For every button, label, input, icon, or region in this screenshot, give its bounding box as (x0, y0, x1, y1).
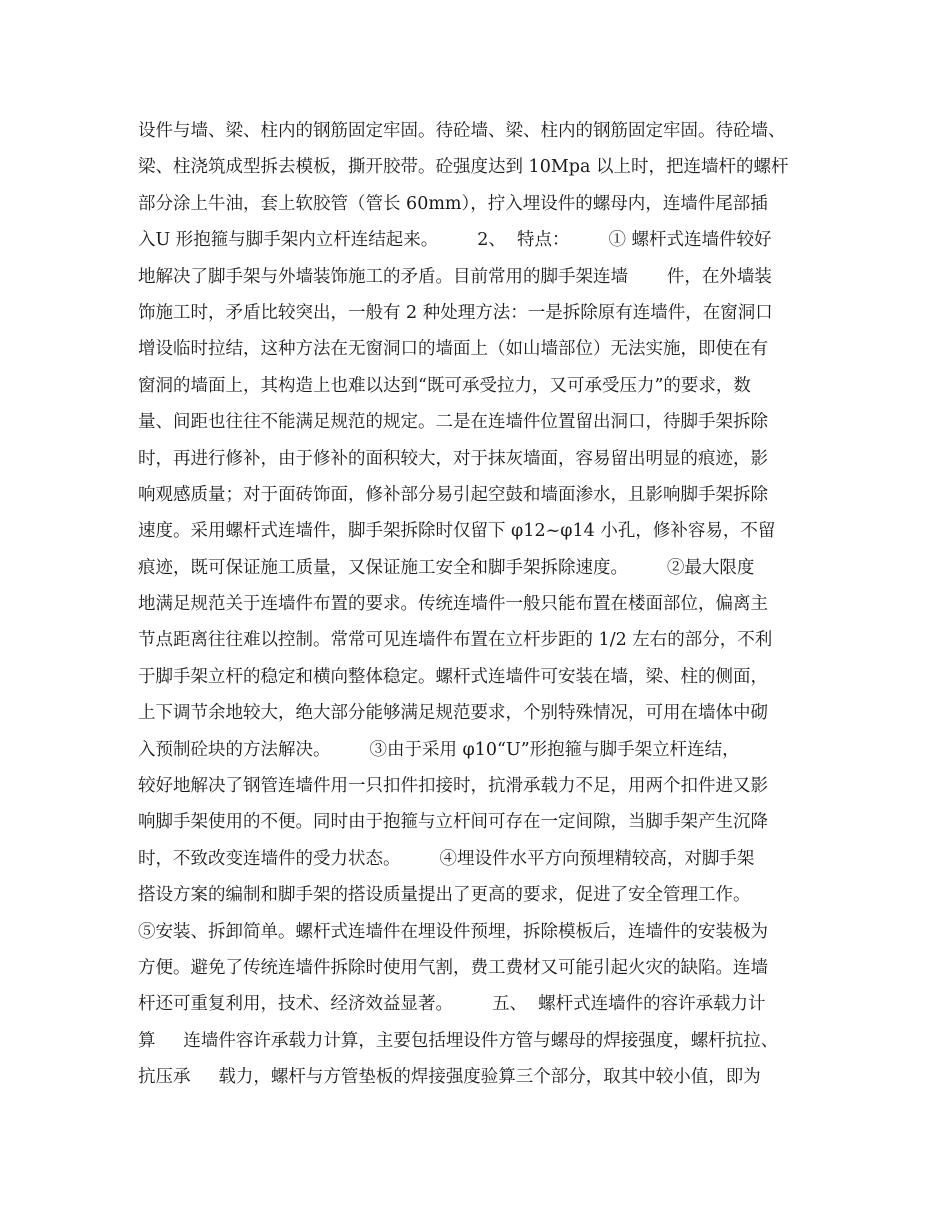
text-line: 速度。采用螺杆式连墙件，脚手架拆除时仅留下 φ12~φ14 小孔，修补容易，不留 (138, 521, 776, 542)
text-line: 梁、柱浇筑成型拆去模板，撕开胶带。砼强度达到 10Mpa 以上时，把连墙杆的螺杆 (138, 157, 789, 178)
text-line: 算 连墙件容许承载力计算，主要包括埋设件方管与螺母的焊接强度，螺杆抗拉、 (138, 1030, 779, 1051)
text-line: 时，不致改变连墙件的受力状态。 ④埋设件水平方向预埋精较高，对脚手架 (138, 848, 755, 869)
text-line: 响脚手架使用的不便。同时由于抱箍与立杆间可存在一定间隙，当脚手架产生沉降 (138, 812, 768, 833)
text-line: 搭设方案的编制和脚手架的搭设质量提出了更高的要求，促进了安全管理工作。 (138, 885, 751, 906)
text-line: 于脚手架立杆的稳定和横向整体稳定。螺杆式连墙件可安装在墙，梁、柱的侧面， (138, 666, 768, 687)
text-line: 设件与墙、梁、柱内的钢筋固定牢固。待砼墙、梁、柱内的钢筋固定牢固。待砼墙、 (138, 121, 786, 141)
text-line: 响观感质量；对于面砖饰面，修补部分易引起空鼓和墙面渗水，且影响脚手架拆除 (138, 484, 768, 505)
text-line: 杆还可重复利用，技术、经济效益显著。 五、 螺杆式连墙件的容许承载力计 (138, 994, 766, 1015)
text-line: 增设临时拉结，这种方法在无窗洞口的墙面上（如山墙部位）无法实施，即使在有 (138, 339, 768, 360)
text-line: 部分涂上牛油，套上软胶管（管长 60mm），拧入埋设件的螺母内，连墙件尾部插 (138, 193, 768, 214)
text-line: 上下调节余地较大，绝大部分能够满足规范要求，个别特殊情况，可用在墙体中砌 (138, 703, 768, 724)
text-line: 节点距离往往难以控制。常常可见连墙件布置在立杆步距的 1/2 左右的部分，不利 (138, 630, 773, 651)
text-line: 较好地解决了钢管连墙件用一只扣件扣接时，抗滑承载力不足，用两个扣件进又影 (138, 776, 768, 797)
text-line: 饰施工时，矛盾比较突出，一般有 2 种处理方法：一是拆除原有连墙件，在窗洞口 (138, 302, 773, 323)
text-line: 时，再进行修补，由于修补的面积较大，对于抹灰墙面，容易留出明显的痕迹，影 (138, 448, 768, 469)
text-line: 方便。避免了传统连墙件拆除时使用气割，费工费材又可能引起火灾的缺陷。连墙 (138, 957, 768, 978)
text-line: 地满足规范关于连墙件布置的要求。传统连墙件一般只能布置在楼面部位，偏离主 (138, 594, 768, 615)
text-line: 量、间距也往往不能满足规范的规定。二是在连墙件位置留出洞口，待脚手架拆除 (138, 412, 768, 433)
text-line: 入预制砼块的方法解决。 ③由于采用 φ10“U”形抱箍与脚手架立杆连结， (138, 739, 740, 760)
text-line: 入U 形抱箍与脚手架内立杆连结起来。 2、 特点： ① 螺杆式连墙件较好 (138, 230, 772, 251)
text-line: 痕迹，既可保证施工质量，又保证施工安全和脚手架拆除速度。 ②最大限度 (138, 557, 755, 578)
text-line: 地解决了脚手架与外墙装饰施工的矛盾。目前常用的脚手架连墙 件，在外墙装 (138, 266, 772, 287)
body-text (138, 113, 838, 1096)
text-line: ⑤安装、拆卸简单。螺杆式连墙件在埋设件预埋，拆除模板后，连墙件的安装极为 (138, 921, 768, 942)
text-line: 窗洞的墙面上，其构造上也难以达到“既可承受拉力，又可承受压力”的要求，数 (138, 375, 751, 396)
text-line: 抗压承 载力，螺杆与方管垫板的焊接强度验算三个部分，取其中较小值，即为 (138, 1067, 761, 1088)
